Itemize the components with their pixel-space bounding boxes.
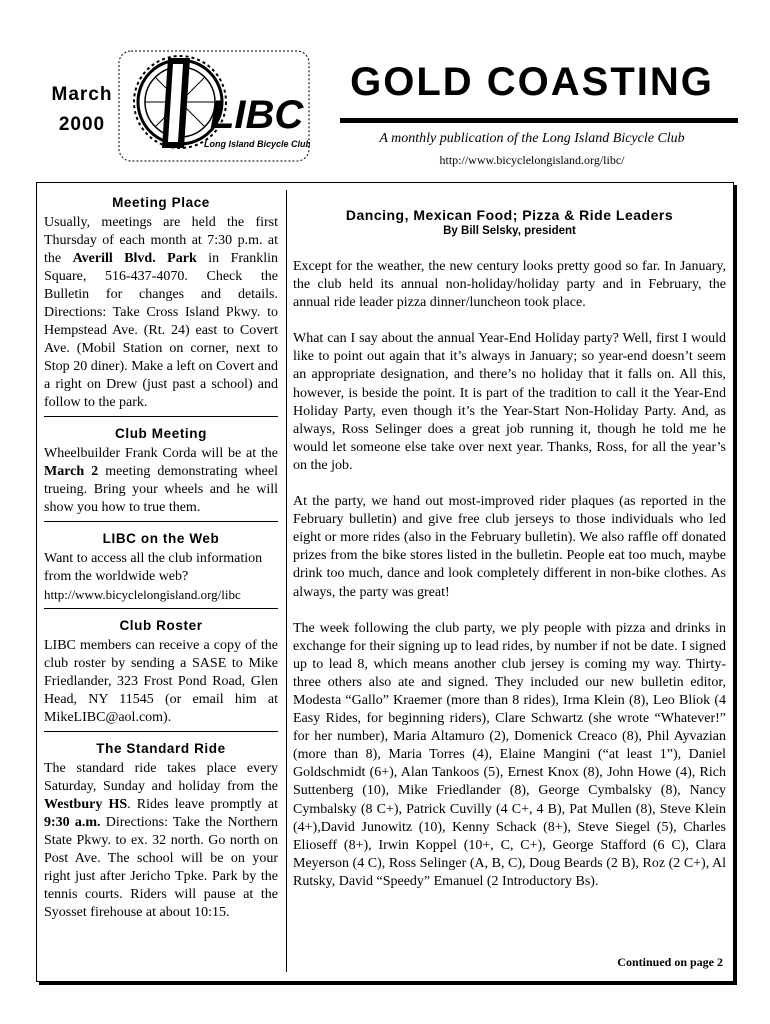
bicycle-gear-logo-icon [118,50,310,162]
standard-ride-text [44,760,278,922]
meeting-place-text-2: in Franklin Square, 516-437-4070. Check the Bulletin for changes and details. Directions: Take Cross Island Pkwy. to Hempstead Ave. (Rt. 24) east to Covert Ave. (Mobil Station on corner, next to Stop 20 diner). Make a left on Covert and a right on Drew (just past a school) and follow to the park. [44,251,279,410]
meeting-place-text [44,214,278,412]
title-rule [340,118,738,123]
club-meeting-heading: Club Meeting [115,426,207,441]
roster-heading: Club Roster [119,618,203,633]
standard-ride-heading: The Standard Ride [96,741,226,756]
standard-ride-text-1: The standard ride takes place every Saturday, Sunday and holiday from the [44,761,278,794]
issue-month: March [51,84,113,105]
standard-ride-text-3: Directions: Take the Northern State Pkwy. to ex. 32 north. Go north on Post Ave. The school will be on your right just after Jericho Tpke. Park by the tennis courts. Riders will pause at the Syosset firehouse at about 10:15. [44,815,278,920]
standard-ride-text-2: . Rides leave promptly at [127,797,278,812]
web-heading: LIBC on the Web [102,531,220,546]
newsletter-title: GOLD COASTING [350,60,714,104]
meeting-place-section [44,194,278,417]
club-meeting-text-1: Wheelbuilder Frank Corda will be at the [44,446,278,461]
meeting-place-text-1: Usually, meetings are held the first Thursday of each month at 7:30 p.m. at the [44,215,278,266]
libc-logo [118,50,310,162]
article-title: Dancing, Mexican Food; Pizza & Ride Leaders [345,207,674,223]
newsletter-url[interactable]: http://www.bicyclelongisland.org/libc/ [439,153,625,167]
article-byline: By Bill Selsky, president [443,225,576,237]
meeting-place-park: Averill Blvd. Park [72,251,197,266]
newsletter-tagline: A monthly publication of the Long Island Bicycle Club [379,131,685,146]
logo-text: LIBC [210,93,304,137]
article-paragraph: The week following the club party, we ply people with pizza and drinks in exchange for their signing up to lead rides, by number if not be date. I signed up to lead 8, which means another club jersey is coming my way. Thirty-three others also ate and signed. They included our new bulletin editor, Modesta “Gallo” Kraemer (more than 8 rides), Irma Klein (8), Leo Bliok (4 Easy Rides, for beginning riders), Clare Schwartz (she wrote “Whatever!” for her number), Maria Altamuro (2), Domenick Creaco (8), Phil Ayvazian (more than 8), Maria Torres (4), Elaine Mangini (“at least 1”), Daniel Goldschmidt (6+), Alan Tankoos (5), Ernest Knox (8), John Howe (4), Rich Suttenberg (10), Mike Friedlander (8), George Cymbalsky (8), Nancy Cymbalsky (8 C+), Patrick Cuvilly (4 C+, 4 B), Pat Mullen (8), Steve Klein (4+),David Junowitz (10), Kenny Schack (8+), Steve Siegel (5), Charles Elioseff (8+), Irwin Koppel (10+, C, C+), George Stafford (6 C), Clara Meyerson (4 C), Ross Selinger (A, B, C), Doug Beards (2 B), Roz (2 C+), Al Rutsky, David “Speedy” Emanuel (2 Introductory Bs). [293,620,726,889]
roster-text: LIBC members can receive a copy of the club roster by sending a SASE to Mike Friedlander, 323 Frost Pond Road, Glen Head, NY 11545 (or email him at MikeLIBC@aol.com). [44,638,278,725]
standard-ride-location: Westbury HS [44,797,128,812]
standard-ride-time: 9:30 a.m. [44,815,101,830]
web-url[interactable]: http://www.bicyclelongisland.org/libc [44,587,241,602]
club-meeting-text-2: meeting demonstrating wheel trueing. Bring your wheels and he will show you how to true them. [44,464,278,515]
issue-date [36,80,128,140]
article-paragraph: At the party, we hand out most-improved rider plaques (as reported in the February bulletin) and give free club jerseys to those individuals who led eight or more rides (also in the February bulletin). We also raffle off donated prizes from the bike stores listed in the bulletin. People eat too much, maybe drink too much, dance and look completely different in non-bike clothes. As always, the party was great! [293,494,726,600]
roster-section [44,617,278,732]
article-paragraph: What can I say about the annual Year-End Holiday party? Well, first I would like to point out again that it’s always in January; so year-end doesn’t seem an appropriate designation, and there’s no holiday that it falls on. All this, however, is beside the point. It is part of the tradition to call it the Year-End Holiday Party, even though it’s the Year-Start Non-Holiday Party. And, as always, Ross Selinger does a great job running it, though he told me he would let someone else take over next year. Thanks, Ross, for all the year’s on the job. [293,331,726,473]
web-text: Want to access all the club information from the worldwide web? [44,551,263,584]
logo-subtitle: Long Island Bicycle Club [204,139,310,149]
meeting-place-heading: Meeting Place [112,195,210,210]
issue-year: 2000 [58,114,106,135]
standard-ride-section [44,740,278,926]
club-meeting-date: March 2 [44,464,99,479]
club-meeting-section [44,425,278,522]
continued-note: Continued on page 2 [617,955,723,969]
article-paragraph: Except for the weather, the new century looks pretty good so far. In January, the club held its annual non-holiday/holiday party and in February, the annual ride leader pizza dinner/luncheon took place. [293,259,726,311]
main-article [293,206,726,909]
sidebar [44,194,278,934]
web-section [44,530,278,609]
column-divider [286,190,287,972]
club-meeting-text [44,445,278,517]
